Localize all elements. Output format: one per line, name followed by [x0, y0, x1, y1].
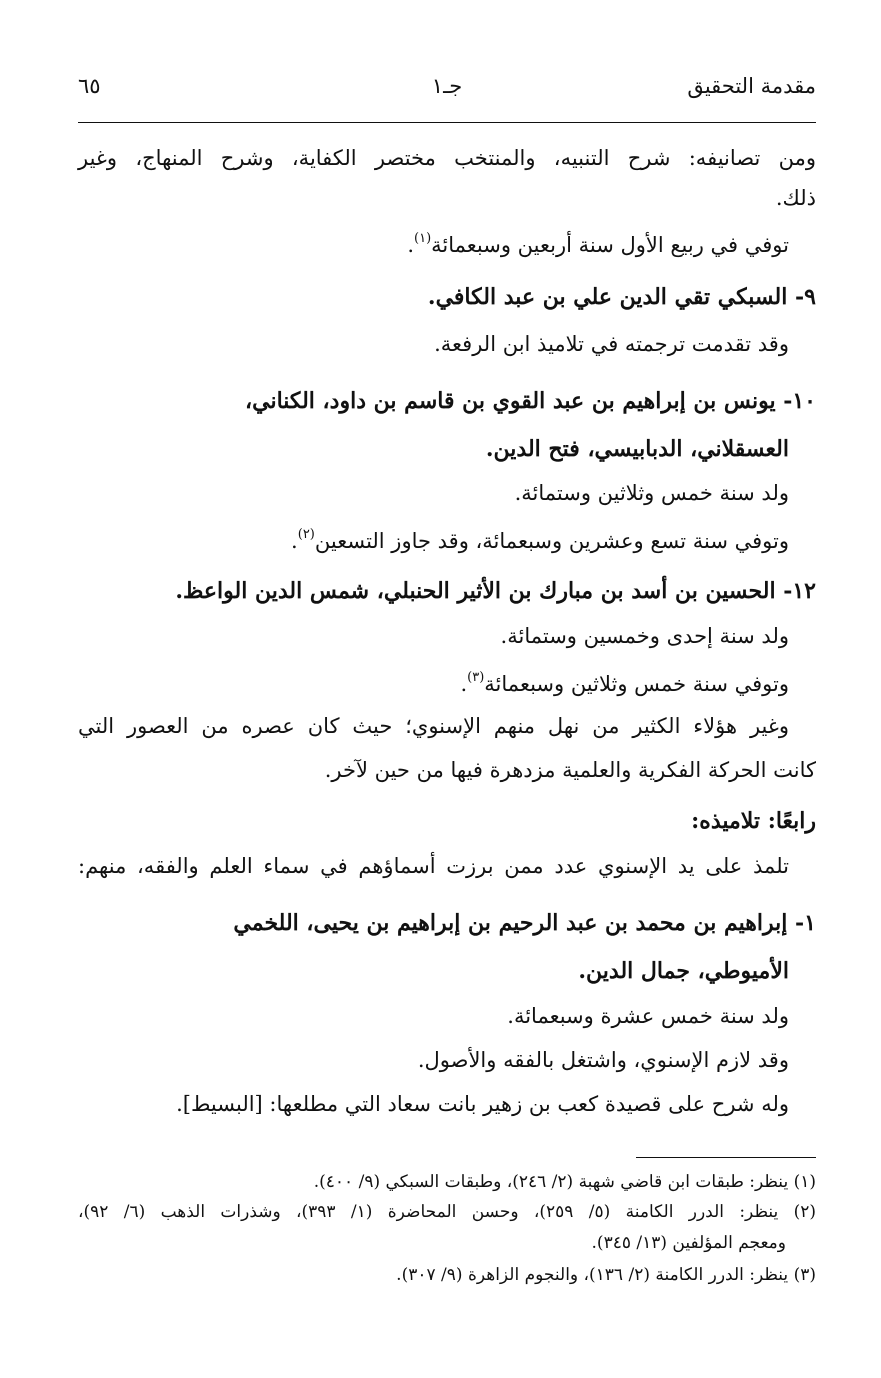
text-line: ذلك.: [775, 186, 816, 210]
text-line: وتوفي سنة تسع وعشرين وسبعمائة، وقد جاوز التسعين$^{(٢)}$.: [291, 527, 789, 553]
section-heading: رابعًا: تلاميذه:: [691, 808, 816, 834]
footnote-3: (٣) ينظر: الدرر الكامنة (٢/ ١٣٦)، والنجوم الزاهرة (٩/ ٣٠٧).: [396, 1265, 816, 1285]
text-line: كانت الحركة الفكرية والعلمية مزدهرة فيها من حين لآخر.: [324, 758, 816, 782]
entry-heading-cont: الأميوطي، جمال الدين.: [578, 958, 789, 984]
text-line: ولد سنة إحدى وخمسين وستمائة.: [500, 624, 789, 648]
text-line: وله شرح على قصيدة كعب بن زهير بانت سعاد التي مطلعها: [البسيط].: [176, 1092, 789, 1116]
volume-label: جـ١: [431, 74, 463, 98]
page-number: ٦٥: [78, 74, 101, 98]
text-line: توفي في ربيع الأول سنة أربعين وسبعمائة$^{(١)}$.: [407, 231, 789, 257]
entry-heading: ١٢- الحسين بن أسد بن مبارك بن الأثير الحنبلي، شمس الدين الواعظ.: [175, 578, 816, 604]
text-line: تلمذ على يد الإسنوي عدد ممن برزت أسماؤهم في سماء العلم والفقه، منهم:: [78, 854, 789, 878]
footnote-2-cont: ومعجم المؤلفين (١٣/ ٣٤٥).: [591, 1233, 786, 1253]
text-line: ومن تصانيفه: شرح التنبيه، والمنتخب مختصر الكفاية، وشرح المنهاج، وغير: [78, 146, 816, 170]
text-line: ولد سنة خمس وثلاثين وستمائة.: [514, 481, 789, 505]
text-line: وتوفي سنة خمس وثلاثين وسبعمائة$^{(٣)}$.: [460, 670, 789, 696]
entry-heading: ٩- السبكي تقي الدين علي بن عبد الكافي.: [427, 284, 816, 310]
entry-heading-cont: العسقلاني، الدبابيسي، فتح الدين.: [485, 436, 789, 462]
text-line: ولد سنة خمس عشرة وسبعمائة.: [507, 1004, 789, 1028]
text-line: وقد لازم الإسنوي، واشتغل بالفقه والأصول.: [417, 1048, 789, 1072]
text-line: وقد تقدمت ترجمته في تلاميذ ابن الرفعة.: [434, 332, 789, 356]
text-line: وغير هؤلاء الكثير من نهل منهم الإسنوي؛ حيث كان عصره من العصور التي: [78, 714, 789, 738]
footnote-ref-3[interactable]: (٣): [467, 670, 485, 685]
footnote-1: (١) ينظر: طبقات ابن قاضي شهبة (٢/ ٢٤٦)، وطبقات السبكي (٩/ ٤٠٠).: [313, 1172, 816, 1192]
running-header: [78, 74, 816, 108]
footnote-rule: [636, 1157, 816, 1158]
footnote-2: (٢) ينظر: الدرر الكامنة (٥/ ٢٥٩)، وحسن المحاضرة (١/ ٣٩٣)، وشذرات الذهب (٦/ ٩٢)،: [78, 1202, 816, 1222]
section-title: مقدمة التحقيق: [687, 74, 816, 98]
footnote-ref-2[interactable]: (٢): [297, 527, 315, 542]
entry-heading: ١- إبراهيم بن محمد بن عبد الرحيم بن إبراهيم بن يحيى، اللخمي: [233, 910, 816, 936]
header-rule: [78, 122, 816, 123]
footnote-ref-1[interactable]: (١): [414, 231, 432, 246]
entry-heading: ١٠- يونس بن إبراهيم بن عبد القوي بن قاسم بن داود، الكناني،: [245, 388, 816, 414]
